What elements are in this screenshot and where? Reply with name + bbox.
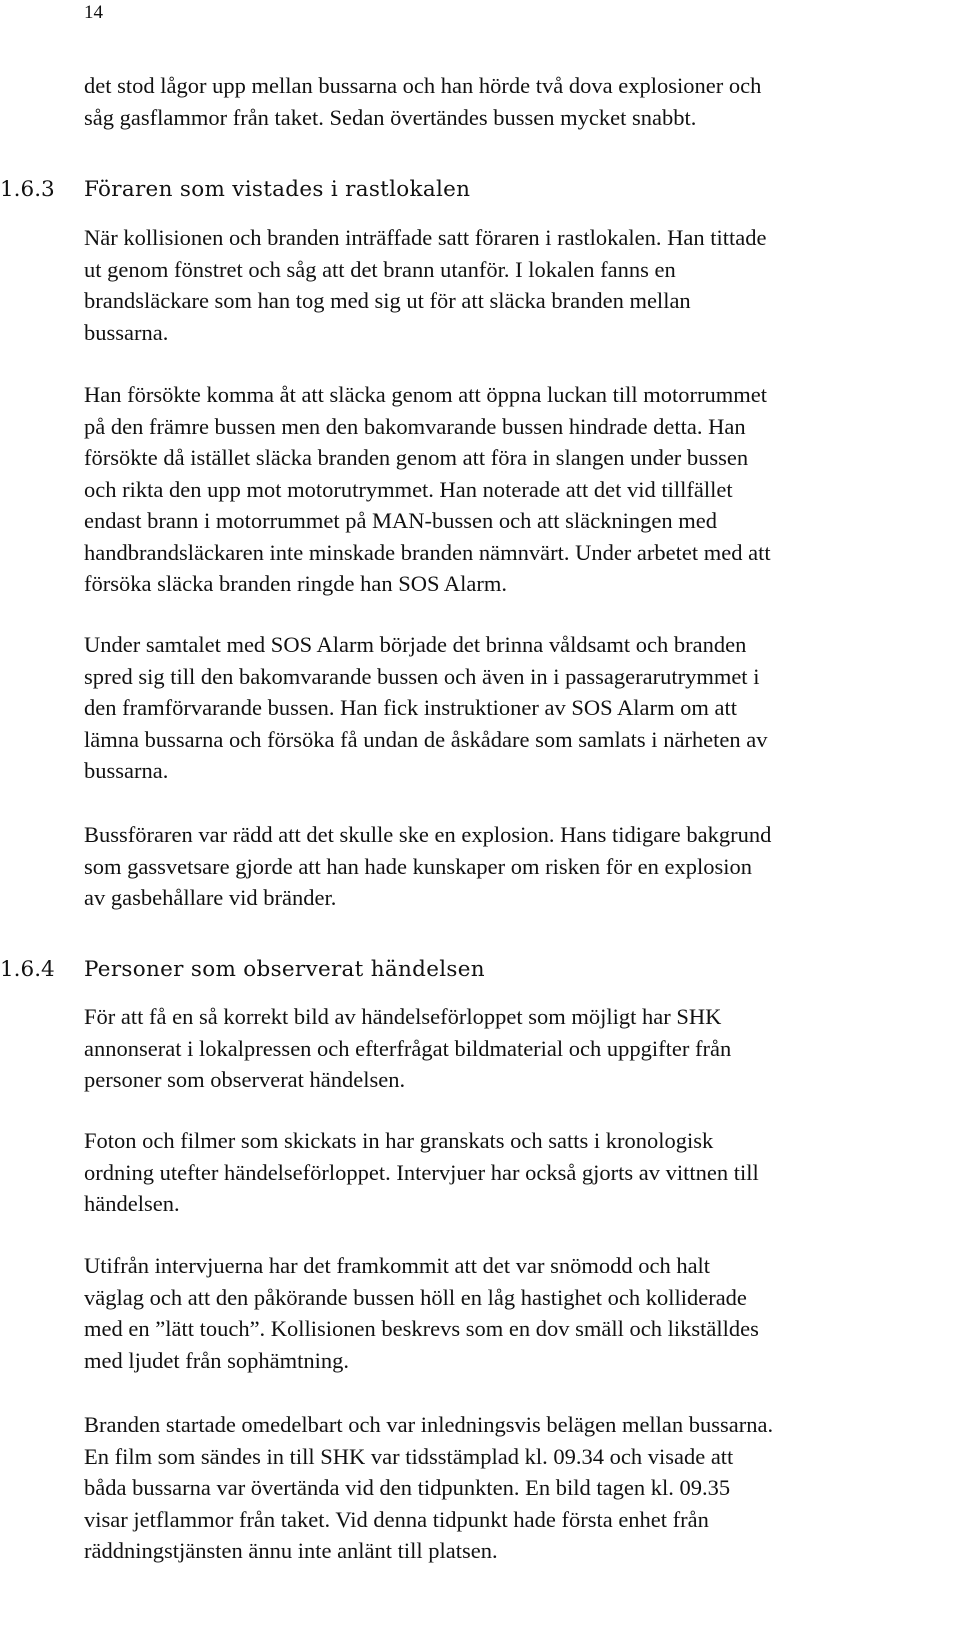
text-line: som gassvetsare gjorde att han hade kunskaper om risken för en explosion: [84, 853, 752, 879]
text-line: försöka släcka branden ringde han SOS Alarm.: [84, 571, 508, 596]
text-line: spred sig till den bakomvarande bussen och även in i passagerarutrymmet i: [84, 663, 760, 689]
paragraph: [84, 1250, 956, 1376]
section-title: Personer som observerat händelsen: [84, 957, 485, 982]
paragraph: [84, 379, 956, 600]
text-line: Under samtalet med SOS Alarm började det brinna våldsamt och branden: [84, 632, 747, 657]
section-title: Föraren som vistades i rastlokalen: [84, 177, 471, 202]
paragraph: [84, 1125, 956, 1220]
text-line: det stod lågor upp mellan bussarna och han hörde två dova explosioner och: [84, 73, 762, 98]
paragraph: [84, 819, 956, 914]
text-line: personer som observerat händelsen.: [84, 1067, 406, 1092]
page-number: 14: [84, 2, 103, 23]
text-line: Bussföraren var rädd att det skulle ske en explosion. Hans tidigare bakgrund: [84, 822, 772, 847]
section-heading-1-6-3: [0, 176, 956, 204]
section-heading-1-6-4: [0, 956, 956, 984]
text-line: brandsläckare som han tog med sig ut för att släcka branden mellan: [84, 288, 691, 313]
text-line: En film som sändes in till SHK var tidsstämplad kl. 09.34 och visade att: [84, 1443, 734, 1469]
text-line: För att få en så korrekt bild av händelseförloppet som möjligt har SHK: [84, 1004, 722, 1029]
text-line: ordning utefter händelseförloppet. Intervjuer har också gjorts av vittnen till: [84, 1159, 759, 1185]
text-line: När kollisionen och branden inträffade satt föraren i rastlokalen. Han tittade: [84, 225, 767, 250]
text-line: räddningstjänsten ännu inte anlänt till platsen.: [84, 1538, 498, 1563]
text-line: ut genom fönstret och såg att det brann utanför. I lokalen fanns en: [84, 256, 676, 282]
text-line: och rikta den upp mot motorutrymmet. Han noterade att det vid tillfället: [84, 476, 733, 502]
text-line: på den främre bussen men den bakomvarande bussen hindrade detta. Han: [84, 413, 746, 439]
text-line: lämna bussarna och försöka få undan de åskådare som samlats i närheten av: [84, 726, 768, 752]
text-line: Branden startade omedelbart och var inledningsvis belägen mellan bussarna.: [84, 1412, 774, 1437]
text-line: med ljudet från sophämtning.: [84, 1347, 349, 1373]
text-line: endast brann i motorrummet på MAN-bussen och att släckningen med: [84, 508, 717, 533]
section-number: 1.6.4: [0, 957, 55, 982]
section-number: 1.6.3: [0, 177, 55, 202]
text-line: bussarna.: [84, 758, 169, 783]
text-line: såg gasflammor från taket. Sedan övertändes bussen mycket snabbt.: [84, 104, 697, 130]
paragraph: [84, 70, 956, 133]
text-line: försökte då istället släcka branden genom att föra in slangen under bussen: [84, 445, 749, 470]
text-line: annonserat i lokalpressen och efterfrågat bildmaterial och uppgifter från: [84, 1035, 732, 1061]
text-line: bussarna.: [84, 319, 169, 345]
text-line: handbrandsläckaren inte minskade branden nämnvärt. Under arbetet med att: [84, 539, 771, 565]
text-line: av gasbehållare vid bränder.: [84, 885, 337, 910]
text-line: Utifrån intervjuerna har det framkommit att det var snömodd och halt: [84, 1253, 711, 1278]
text-line: Han försökte komma åt att släcka genom att öppna luckan till motorrummet: [84, 382, 767, 407]
paragraph: [84, 629, 956, 787]
text-line: med en ”lätt touch”. Kollisionen beskrevs som en dov smäll och likställdes: [84, 1316, 759, 1341]
paragraph: [84, 1001, 956, 1096]
text-line: väglag och att den påkörande bussen höll en låg hastighet och kolliderade: [84, 1284, 747, 1310]
text-line: den framförvarande bussen. Han fick instruktioner av SOS Alarm om att: [84, 695, 737, 720]
paragraph: [84, 1409, 956, 1567]
text-line: Foton och filmer som skickats in har granskats och satts i kronologisk: [84, 1128, 714, 1153]
text-line: båda bussarna var övertända vid den tidpunkten. En bild tagen kl. 09.35: [84, 1475, 731, 1500]
paragraph: [84, 222, 956, 348]
text-line: visar jetflammor från taket. Vid denna tidpunkt hade första enhet från: [84, 1506, 709, 1532]
text-line: händelsen.: [84, 1191, 180, 1216]
